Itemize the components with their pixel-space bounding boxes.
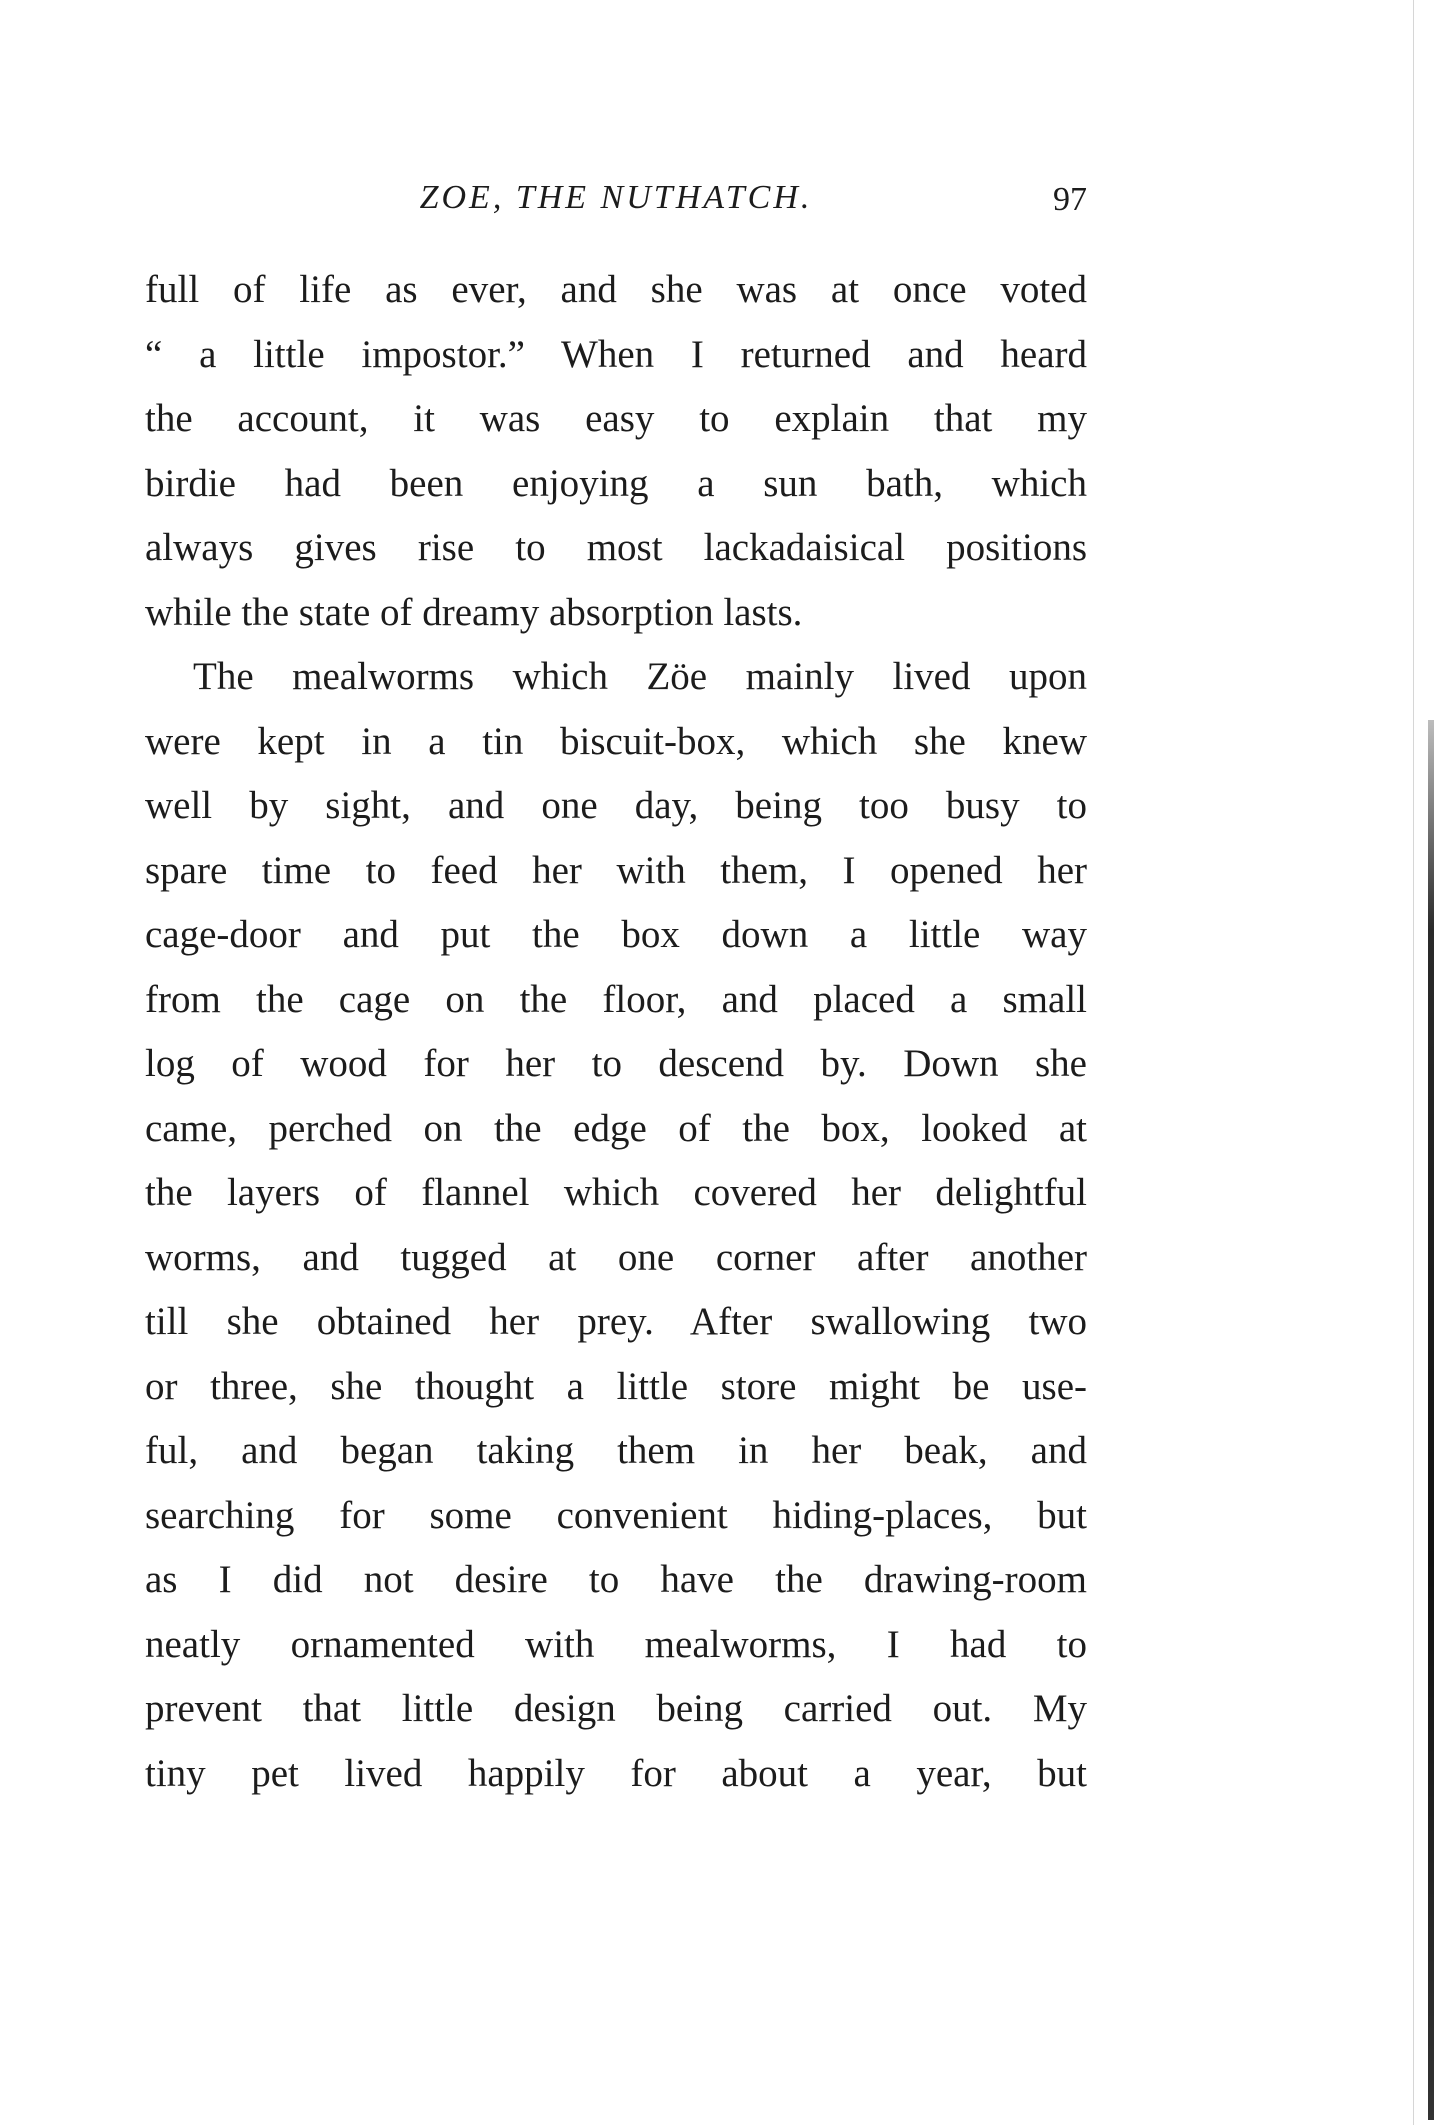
text-line: tiny pet lived happily for about a year, but: [145, 1751, 1087, 1795]
text-line: “ a little impostor.” When I returned and heard: [145, 332, 1087, 376]
text-line: worms, and tugged at one corner after another: [145, 1235, 1087, 1279]
book-spine-shadow: [1428, 720, 1434, 2120]
text-line: searching for some convenient hiding-places, but: [145, 1493, 1087, 1537]
text-line: The mealworms which Zöe mainly lived upon: [193, 655, 1087, 698]
text-line: while the state of dreamy absorption lasts.: [145, 590, 803, 634]
page-number: 97: [1053, 181, 1087, 218]
page-edge-line: [1413, 0, 1414, 2125]
text-line: well by sight, and one day, being too busy to: [145, 784, 1087, 827]
text-line: till she obtained her prey. After swallowing two: [145, 1300, 1087, 1343]
text-line: ful, and began taking them in her beak, and: [145, 1429, 1087, 1472]
running-title: ZOE, THE NUTHATCH.: [419, 179, 813, 216]
text-line: were kept in a tin biscuit-box, which she knew: [145, 719, 1087, 763]
text-line: neatly ornamented with mealworms, I had to: [145, 1622, 1087, 1666]
body-text: [145, 258, 1087, 1806]
running-head: [145, 170, 1087, 230]
text-line: from the cage on the floor, and placed a small: [145, 977, 1087, 1021]
text-line: spare time to feed her with them, I opened her: [145, 848, 1087, 892]
text-line: log of wood for her to descend by. Down she: [145, 1042, 1087, 1085]
text-line: full of life as ever, and she was at once voted: [145, 268, 1087, 311]
text-line: or three, she thought a little store might be use-: [145, 1364, 1087, 1408]
text-line: the layers of flannel which covered her delightful: [145, 1171, 1087, 1214]
text-line: prevent that little design being carried out. My: [145, 1687, 1087, 1730]
text-line: always gives rise to most lackadaisical positions: [145, 526, 1087, 569]
text-line: came, perched on the edge of the box, looked at: [145, 1106, 1087, 1150]
text-line: the account, it was easy to explain that my: [145, 397, 1087, 440]
text-line: birdie had been enjoying a sun bath, which: [145, 461, 1087, 505]
text-line: as I did not desire to have the drawing-room: [145, 1558, 1087, 1601]
text-line: cage-door and put the box down a little way: [145, 913, 1087, 956]
